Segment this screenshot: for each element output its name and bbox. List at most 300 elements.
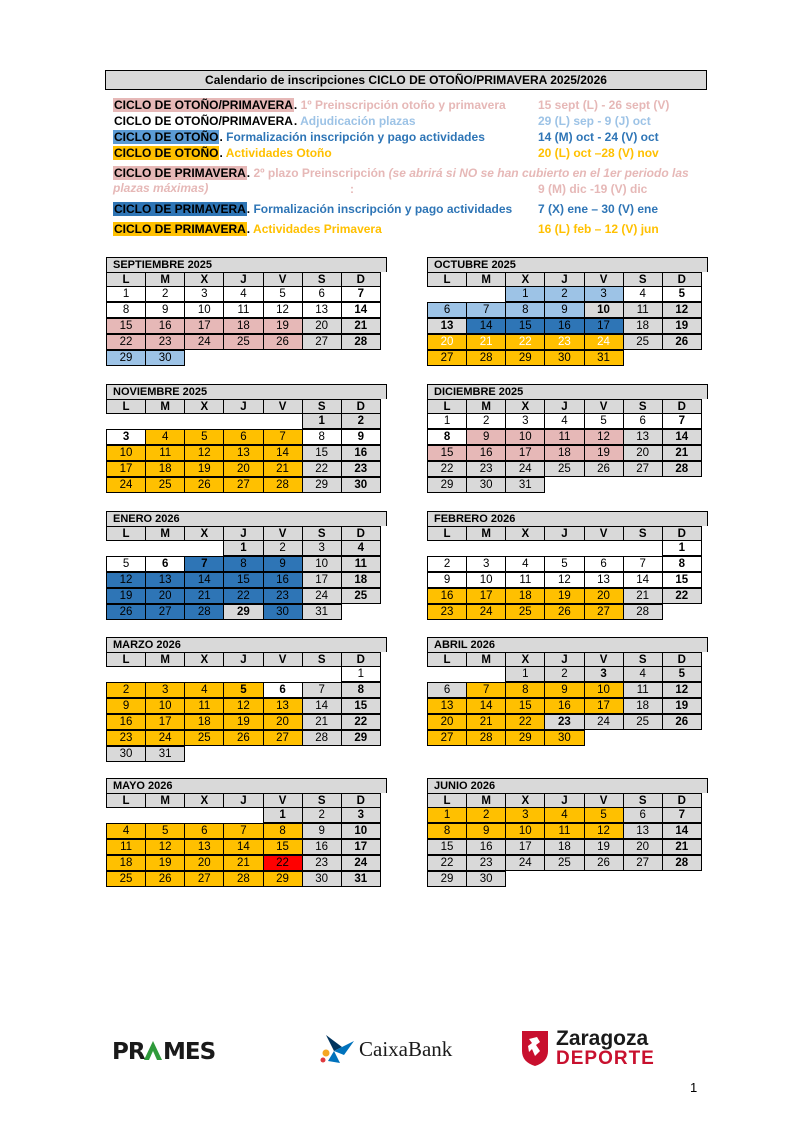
day-cell: 18 [145,461,185,477]
weekday-label: X [184,652,224,667]
day-cell: 25 [223,334,263,350]
weekday-label: L [106,526,146,541]
day-cell: 28 [184,604,224,620]
weekday-header [106,652,387,666]
day-cell: 8 [223,556,263,572]
day-cell: 26 [662,334,702,350]
day-cell: 1 [427,807,467,823]
day-cell: 5 [263,286,303,302]
week-row [427,350,708,366]
day-cell: 1 [662,540,702,556]
day-cell: 16 [302,839,342,855]
day-cell: 6 [427,302,467,318]
day-cell: 6 [427,682,467,698]
weekday-label: D [341,272,381,287]
day-cell: 14 [466,318,506,334]
day-cell: 9 [145,302,185,318]
legend-dates: 7 (X) ene – 30 (V) ene [538,202,659,216]
day-cell: 20 [623,445,663,461]
weekday-label: S [302,793,342,808]
legend-row [113,222,708,237]
day-cell: 2 [427,556,467,572]
week-row [106,714,387,730]
day-cell: 28 [223,871,263,887]
weekday-label: X [505,399,545,414]
day-cell: 22 [427,855,467,871]
calendar-title: Calendario de inscripciones CICLO DE OTOÑO/PRIMAVERA 2025/2026 [105,70,707,90]
day-cell: 4 [623,666,663,682]
day-cell: 4 [184,682,224,698]
legend-separator: . [293,114,301,128]
weekday-label: X [184,399,224,414]
zaragoza-deporte-logo [520,1028,655,1068]
day-cell: 3 [341,807,381,823]
weekday-label: J [544,652,584,667]
empty-day-cell [505,871,545,887]
empty-day-cell [106,540,146,556]
week-row [106,477,387,493]
day-cell: 10 [584,682,624,698]
week-row [106,429,387,445]
legend-text [113,98,506,112]
day-cell: 24 [584,334,624,350]
weekday-label: J [544,526,584,541]
day-cell: 20 [427,334,467,350]
legend-dates: 16 (L) feb – 12 (V) jun [538,222,659,236]
legend-text [113,222,382,236]
day-cell: 29 [427,477,467,493]
empty-day-cell [263,413,303,429]
day-cell: 26 [584,461,624,477]
weekday-header [427,793,708,807]
legend-description: Formalización inscripción y pago actividades [226,130,485,144]
day-cell: 7 [223,823,263,839]
day-cell: 10 [145,698,185,714]
weekday-label: J [223,526,263,541]
svg-text:PR: PR [112,1039,145,1063]
day-cell: 28 [466,350,506,366]
day-cell: 17 [466,588,506,604]
day-cell: 25 [544,855,584,871]
week-row [106,334,387,350]
empty-day-cell [145,413,185,429]
day-cell: 7 [184,556,224,572]
weekday-label: V [584,652,624,667]
day-cell: 6 [584,556,624,572]
prames-logo [112,1037,227,1063]
day-cell: 16 [544,698,584,714]
day-cell: 30 [145,350,185,366]
day-cell: 3 [505,413,545,429]
empty-day-cell [662,350,702,366]
day-cell: 9 [106,698,146,714]
weekday-label: J [544,399,584,414]
day-cell: 20 [184,855,224,871]
day-cell: 8 [505,682,545,698]
day-cell: 14 [302,698,342,714]
weekday-header [106,399,387,413]
day-cell: 20 [302,318,342,334]
day-cell: 10 [302,556,342,572]
prames-logo-icon [112,1037,227,1063]
legend-description: Actividades Otoño [225,146,332,160]
day-cell: 22 [106,334,146,350]
day-cell: 8 [263,823,303,839]
legend-text [113,146,332,160]
day-cell: 27 [427,730,467,746]
day-cell: 20 [623,839,663,855]
empty-day-cell [427,286,467,302]
day-cell: 12 [223,698,263,714]
empty-day-cell [263,666,303,682]
day-cell: 26 [223,730,263,746]
week-row [427,682,708,698]
empty-day-cell [623,540,663,556]
day-cell: 7 [662,413,702,429]
day-cell: 12 [584,429,624,445]
week-row [427,477,708,493]
weekday-label: D [341,793,381,808]
empty-day-cell [427,666,467,682]
legend-row [113,98,708,113]
legend-description: 1º Preinscripción otoño y primavera [300,98,506,112]
day-cell: 3 [505,807,545,823]
month-calendar [106,257,387,366]
deporte-wordmark: DEPORTE [556,1048,655,1069]
day-cell: 16 [263,572,303,588]
empty-day-cell [584,540,624,556]
day-cell: 3 [302,540,342,556]
day-cell: 12 [544,572,584,588]
week-row [427,604,708,620]
day-cell: 16 [341,445,381,461]
weekday-label: S [623,793,663,808]
day-cell: 27 [223,477,263,493]
day-cell: 7 [263,429,303,445]
weekday-label: J [223,272,263,287]
weekday-label: X [505,652,545,667]
legend-tag: CICLO DE OTOÑO [114,146,219,160]
week-row [427,698,708,714]
day-cell: 19 [223,714,263,730]
weekday-label: M [145,793,185,808]
day-cell: 7 [466,302,506,318]
day-cell: 24 [145,730,185,746]
empty-day-cell [223,746,263,762]
day-cell: 18 [623,698,663,714]
day-cell: 13 [263,698,303,714]
legend-tag: CICLO DE OTOÑO [114,130,219,144]
day-cell: 13 [427,318,467,334]
day-cell: 2 [341,413,381,429]
day-cell: 18 [341,572,381,588]
day-cell: 15 [427,445,467,461]
weekday-label: M [145,652,185,667]
weekday-label: V [584,272,624,287]
empty-day-cell [341,604,381,620]
day-cell: 30 [302,871,342,887]
weekday-label: X [184,526,224,541]
month-title: ENERO 2026 [106,511,387,526]
day-cell: 30 [263,604,303,620]
weekday-label: L [427,399,467,414]
day-cell: 26 [584,855,624,871]
day-cell: 21 [263,461,303,477]
legend-dates: 14 (M) oct - 24 (V) oct [538,130,659,144]
day-cell: 7 [302,682,342,698]
day-cell: 18 [544,445,584,461]
day-cell: 30 [544,730,584,746]
day-cell: 17 [145,714,185,730]
month-calendar [106,637,387,762]
day-cell: 9 [341,429,381,445]
month-title: FEBRERO 2026 [427,511,708,526]
weekday-label: D [662,652,702,667]
legend-description: 2º plazo Preinscripción [253,166,389,180]
weekday-label: M [145,526,185,541]
day-cell: 23 [427,604,467,620]
week-row [106,413,387,429]
day-cell: 11 [223,302,263,318]
day-cell: 2 [544,666,584,682]
day-cell: 5 [223,682,263,698]
day-cell: 19 [263,318,303,334]
day-cell: 28 [662,461,702,477]
weekday-label: M [145,399,185,414]
day-cell: 9 [302,823,342,839]
month-title: JUNIO 2026 [427,778,708,793]
day-cell: 26 [263,334,303,350]
legend-tag: CICLO DE OTOÑO/PRIMAVERA [114,98,293,112]
legend-separator: . [219,130,227,144]
empty-day-cell [466,540,506,556]
month-title: ABRIL 2026 [427,637,708,652]
weekday-label: S [623,272,663,287]
day-cell: 27 [623,855,663,871]
weekday-label: M [466,272,506,287]
week-row [427,461,708,477]
day-cell: 5 [662,666,702,682]
day-cell: 22 [302,461,342,477]
legend-tag: CICLO DE PRIMAVERA [114,202,246,216]
day-cell: 2 [145,286,185,302]
week-row [106,682,387,698]
week-row [427,429,708,445]
day-cell: 4 [544,413,584,429]
day-cell: 9 [427,572,467,588]
month-calendar [106,778,387,887]
day-cell: 2 [466,413,506,429]
empty-day-cell [584,730,624,746]
day-cell: 14 [623,572,663,588]
day-cell: 18 [623,318,663,334]
weekday-label: M [145,272,185,287]
day-cell: 7 [623,556,663,572]
day-cell: 6 [184,823,224,839]
day-cell: 1 [263,807,303,823]
day-cell: 21 [466,714,506,730]
empty-day-cell [263,746,303,762]
day-cell: 23 [466,461,506,477]
month-title: OCTUBRE 2025 [427,257,708,272]
day-cell: 8 [106,302,146,318]
day-cell: 4 [223,286,263,302]
legend-row [113,166,708,196]
empty-day-cell [623,871,663,887]
day-cell: 11 [623,682,663,698]
day-cell: 7 [466,682,506,698]
weekday-label: D [662,272,702,287]
week-row [427,588,708,604]
day-cell: 29 [505,350,545,366]
day-cell: 22 [505,334,545,350]
week-row [427,855,708,871]
day-cell: 27 [427,350,467,366]
day-cell: 31 [341,871,381,887]
empty-day-cell [584,871,624,887]
weekday-label: D [341,399,381,414]
day-cell: 19 [584,445,624,461]
day-cell: 27 [184,871,224,887]
day-cell: 24 [505,461,545,477]
day-cell: 23 [544,714,584,730]
day-cell: 19 [145,855,185,871]
day-cell: 16 [427,588,467,604]
day-cell: 7 [341,286,381,302]
weekday-header [427,652,708,666]
weekday-label: M [466,399,506,414]
day-cell: 16 [145,318,185,334]
empty-day-cell [662,871,702,887]
day-cell: 11 [505,572,545,588]
day-cell: 21 [623,588,663,604]
weekday-label: S [302,652,342,667]
week-row [106,823,387,839]
caixabank-logo [320,1033,452,1065]
empty-day-cell [106,807,146,823]
week-row [427,445,708,461]
legend-description: Formalización inscripción y pago actividades [253,202,513,216]
day-cell: 5 [584,413,624,429]
day-cell: 28 [466,730,506,746]
week-row [106,350,387,366]
week-row [427,413,708,429]
weekday-label: M [466,652,506,667]
day-cell: 11 [544,823,584,839]
weekday-label: L [427,526,467,541]
day-cell: 9 [466,823,506,839]
day-cell: 4 [623,286,663,302]
weekday-label: L [427,652,467,667]
day-cell: 8 [505,302,545,318]
day-cell: 27 [145,604,185,620]
empty-day-cell [584,477,624,493]
day-cell: 10 [184,302,224,318]
day-cell: 13 [145,572,185,588]
week-row [106,871,387,887]
legend-description: Actividades Primavera [253,222,382,236]
day-cell: 17 [584,698,624,714]
day-cell: 1 [427,413,467,429]
day-cell: 19 [544,588,584,604]
weekday-label: M [466,793,506,808]
day-cell: 18 [505,588,545,604]
week-row [106,855,387,871]
week-row [106,445,387,461]
day-cell: 10 [584,302,624,318]
day-cell: 24 [584,714,624,730]
day-cell: 31 [145,746,185,762]
day-cell: 24 [302,588,342,604]
day-cell: 14 [223,839,263,855]
sponsor-logos [0,1025,793,1075]
day-cell: 21 [662,839,702,855]
legend-separator: . [246,222,254,236]
weekday-label: J [544,272,584,287]
legend-row [113,114,708,129]
weekday-header [106,526,387,540]
day-cell: 17 [341,839,381,855]
weekday-label: X [184,793,224,808]
day-cell: 15 [505,318,545,334]
weekday-label: L [106,793,146,808]
day-cell: 11 [341,556,381,572]
day-cell: 3 [584,286,624,302]
empty-day-cell [466,666,506,682]
day-cell: 28 [662,855,702,871]
week-row [106,556,387,572]
day-cell: 19 [584,839,624,855]
weekday-label: M [466,526,506,541]
day-cell: 23 [544,334,584,350]
day-cell: 6 [623,413,663,429]
legend-separator: . [293,98,301,112]
empty-day-cell [302,746,342,762]
day-cell: 24 [505,855,545,871]
day-cell: 29 [223,604,263,620]
day-cell: 19 [106,588,146,604]
day-cell: 25 [544,461,584,477]
day-cell: 13 [184,839,224,855]
empty-day-cell [106,413,146,429]
day-cell: 27 [584,604,624,620]
weekday-label: L [106,652,146,667]
day-cell: 23 [263,588,303,604]
day-cell: 29 [505,730,545,746]
empty-day-cell [341,350,381,366]
day-cell: 10 [505,429,545,445]
month-title: DICIEMBRE 2025 [427,384,708,399]
day-cell: 18 [184,714,224,730]
day-cell: 17 [505,839,545,855]
day-cell: 2 [302,807,342,823]
week-row [427,730,708,746]
zaragoza-shield-icon [520,1029,550,1067]
day-cell: 30 [466,871,506,887]
day-cell: 22 [662,588,702,604]
day-cell: 12 [145,839,185,855]
empty-day-cell [184,746,224,762]
legend-tag: CICLO DE PRIMAVERA [114,166,246,180]
day-cell: 11 [106,839,146,855]
empty-day-cell [544,540,584,556]
empty-day-cell [427,540,467,556]
legend-text [113,114,416,128]
day-cell: 1 [302,413,342,429]
legend-dates: 20 (L) oct –28 (V) nov [538,146,659,160]
day-cell: 10 [106,445,146,461]
day-cell: 25 [341,588,381,604]
